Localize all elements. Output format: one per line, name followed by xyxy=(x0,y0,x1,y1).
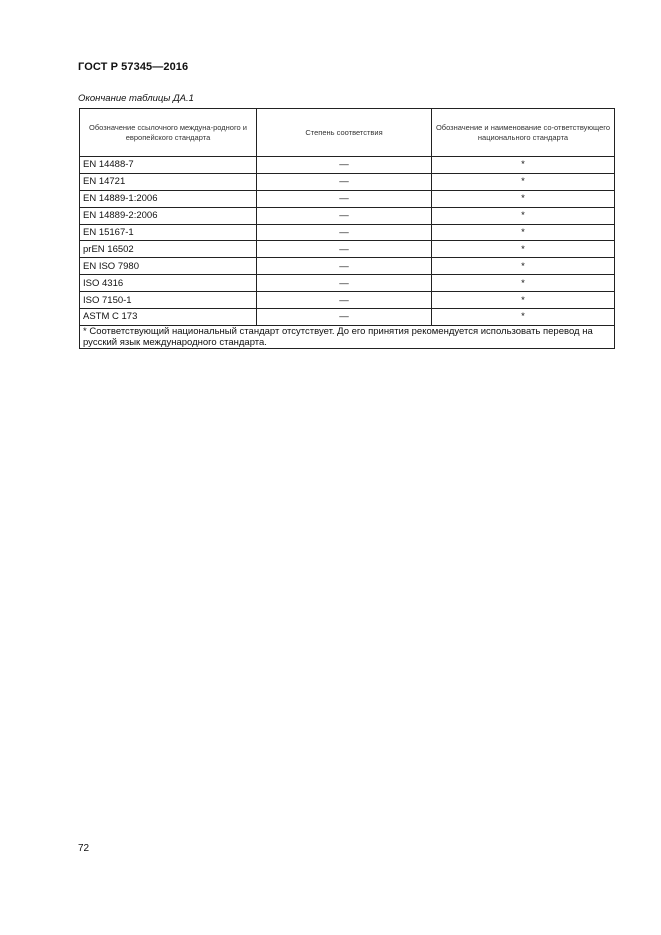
cell-degree: — xyxy=(257,173,432,190)
table-row xyxy=(80,190,615,207)
cell-national: * xyxy=(432,207,615,224)
table-header-row xyxy=(80,109,615,157)
cell-degree: — xyxy=(257,309,432,326)
column-header-standard: Обозначение ссылочного междуна-родного и европейского стандарта xyxy=(80,109,257,157)
cell-degree: — xyxy=(257,258,432,275)
table-row xyxy=(80,241,615,258)
table-footnote-row xyxy=(80,325,615,348)
table-row xyxy=(80,224,615,241)
cell-standard: prEN 16502 xyxy=(80,241,257,258)
page-number: 72 xyxy=(78,843,90,854)
cell-national: * xyxy=(432,241,615,258)
cell-degree: — xyxy=(257,224,432,241)
table-row xyxy=(80,207,615,224)
cell-national: * xyxy=(432,292,615,309)
column-header-national: Обозначение и наименование со-ответствующего национального стандарта xyxy=(432,109,615,157)
standards-reference-table xyxy=(79,108,615,349)
document-code-header: ГОСТ Р 57345—2016 xyxy=(78,61,189,73)
table-row xyxy=(80,258,615,275)
table-caption: Окончание таблицы ДА.1 xyxy=(78,93,194,104)
cell-standard: EN 15167-1 xyxy=(80,224,257,241)
cell-standard: ISO 4316 xyxy=(80,275,257,292)
cell-degree: — xyxy=(257,157,432,174)
table-row xyxy=(80,292,615,309)
table-footnote: * Соответствующий национальный стандарт отсутствует. До его принятия рекомендуется использовать перевод на русский язык международного стандарта. xyxy=(80,325,615,348)
column-header-degree: Степень соответствия xyxy=(257,109,432,157)
cell-degree: — xyxy=(257,241,432,258)
cell-standard: EN ISO 7980 xyxy=(80,258,257,275)
cell-national: * xyxy=(432,275,615,292)
cell-degree: — xyxy=(257,275,432,292)
table-row xyxy=(80,309,615,326)
cell-standard: EN 14889-2:2006 xyxy=(80,207,257,224)
cell-national: * xyxy=(432,157,615,174)
cell-degree: — xyxy=(257,207,432,224)
cell-standard: ASTM C 173 xyxy=(80,309,257,326)
cell-national: * xyxy=(432,309,615,326)
table-row xyxy=(80,173,615,190)
table-row xyxy=(80,275,615,292)
cell-national: * xyxy=(432,173,615,190)
cell-standard: EN 14889-1:2006 xyxy=(80,190,257,207)
cell-national: * xyxy=(432,190,615,207)
cell-standard: EN 14721 xyxy=(80,173,257,190)
cell-degree: — xyxy=(257,292,432,309)
table-row xyxy=(80,157,615,174)
cell-standard: ISO 7150-1 xyxy=(80,292,257,309)
cell-degree: — xyxy=(257,190,432,207)
cell-national: * xyxy=(432,224,615,241)
cell-national: * xyxy=(432,258,615,275)
cell-standard: EN 14488-7 xyxy=(80,157,257,174)
